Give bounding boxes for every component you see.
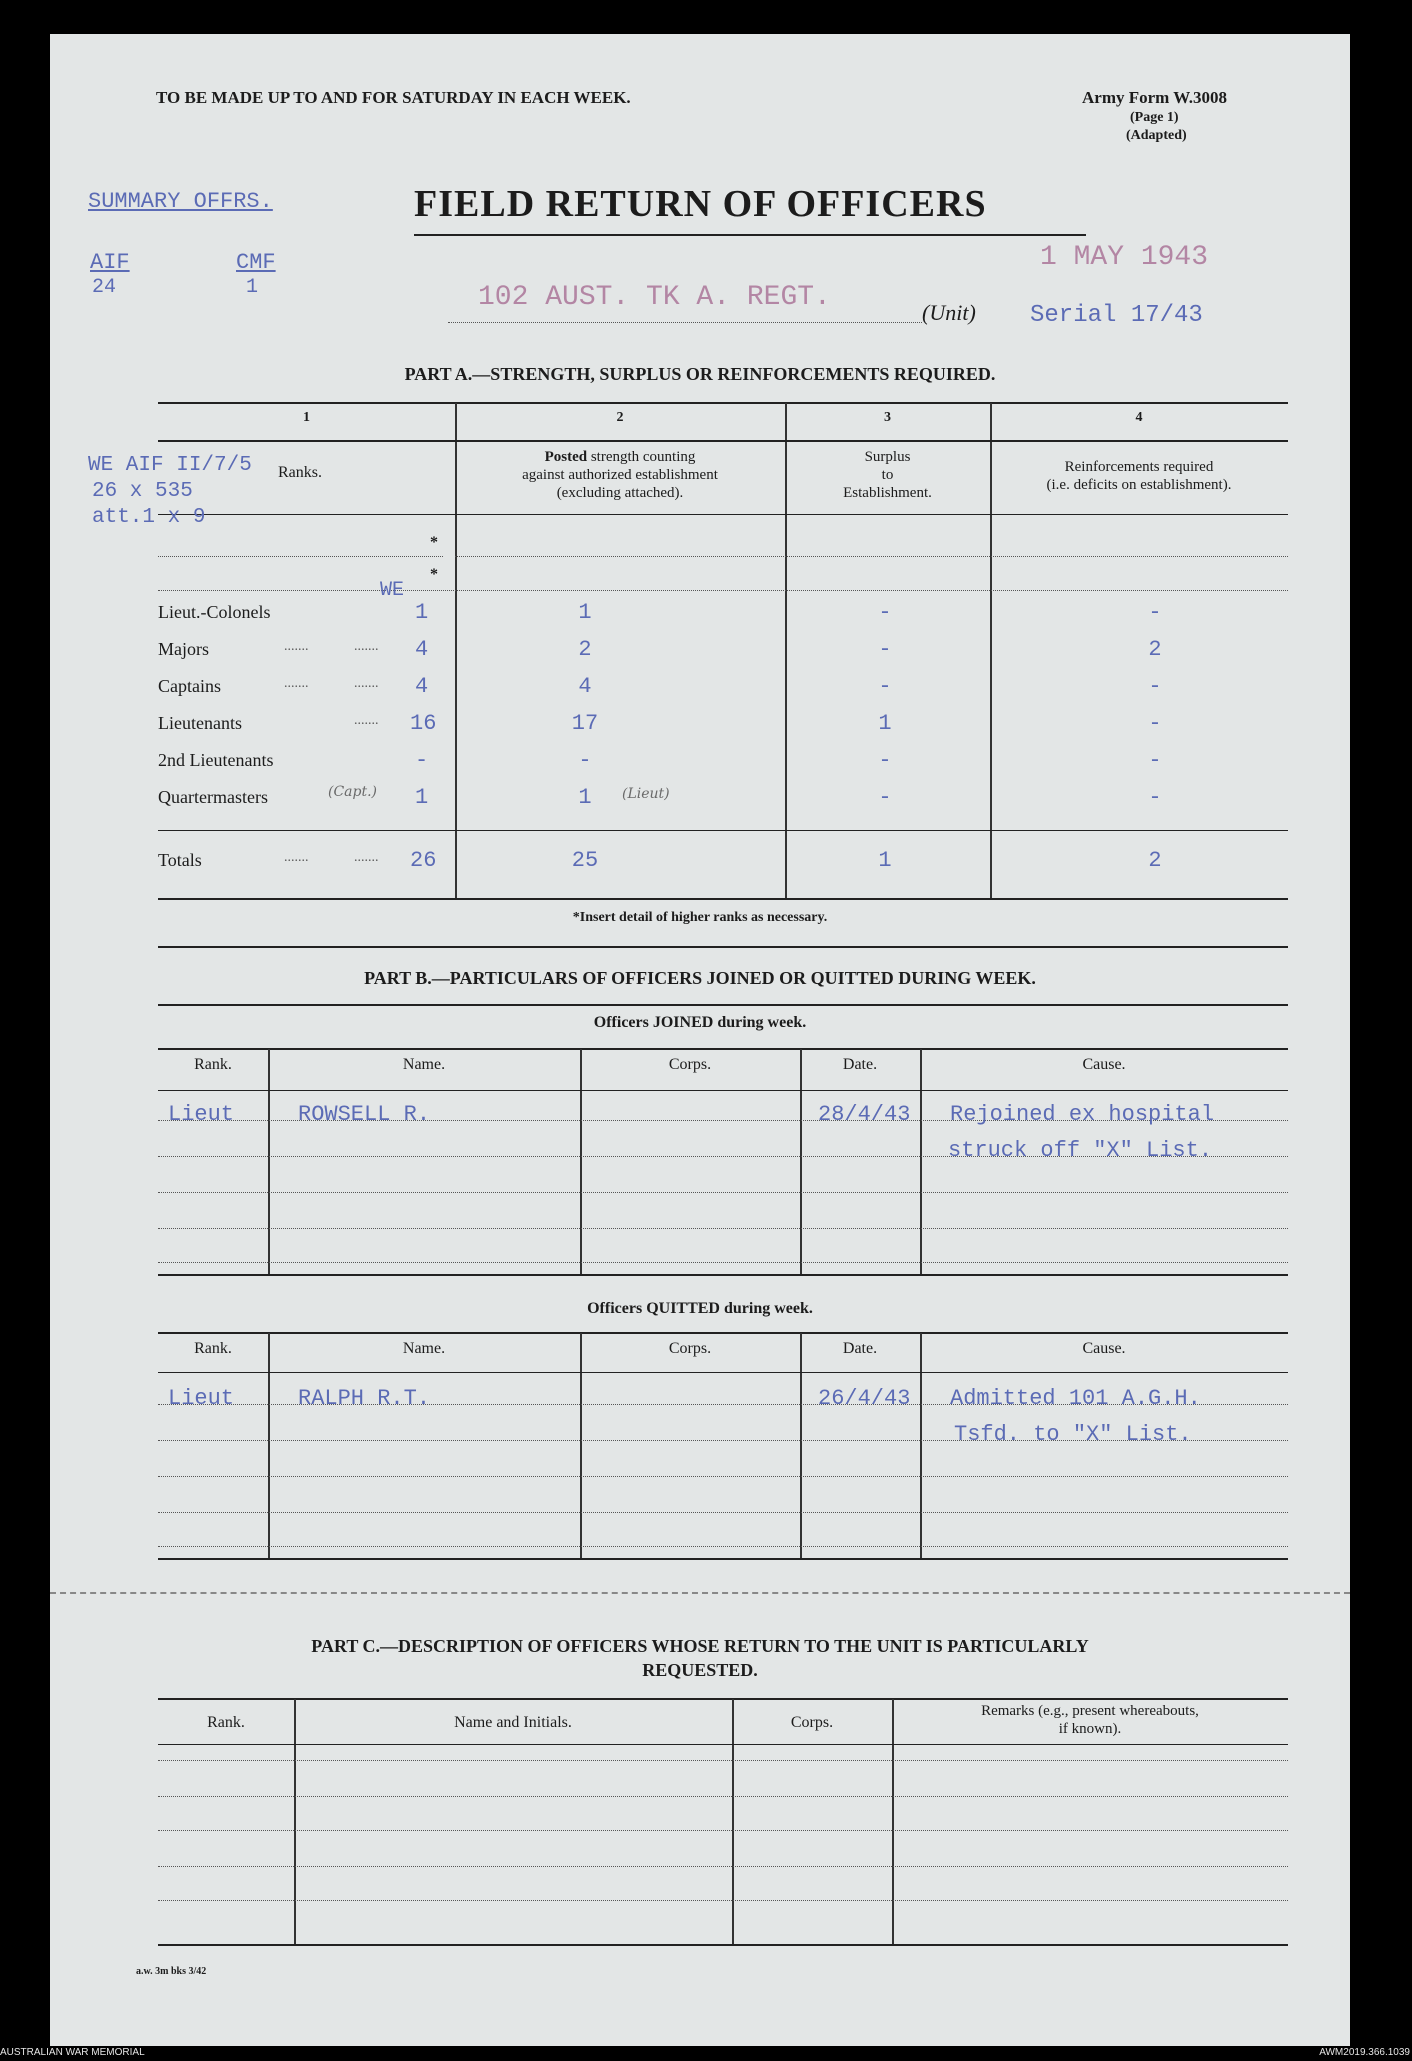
- quitted-header-top-rule: [158, 1332, 1288, 1334]
- col3-header: Surplus to Establishment.: [843, 449, 932, 501]
- part-a-bottom-rule: [158, 898, 1288, 900]
- joined-line: [158, 1228, 1288, 1229]
- quitted-line: [158, 1476, 1288, 1477]
- we-annotation-3: att.1 x 9: [92, 506, 206, 529]
- part-c-header-rule: [158, 1744, 1288, 1745]
- joined-rank: Lieut: [168, 1102, 235, 1127]
- part-c-bottom-rule: [158, 1944, 1288, 1946]
- summary-annotation: SUMMARY OFFRS.: [88, 189, 273, 214]
- totals-leader: .......: [354, 850, 379, 865]
- rank-label: Quartermasters: [158, 787, 268, 807]
- part-a-footnote: *Insert detail of higher ranks as necessary.: [572, 910, 828, 925]
- part-c-title: PART C.—DESCRIPTION OF OFFICERS WHOSE RETURN TO THE UNIT IS PARTICULARLY REQUESTED.: [311, 1636, 1089, 1680]
- unit-stamp: 102 AUST. TK A. REGT.: [478, 282, 831, 313]
- rank-reinforcements: -: [1148, 748, 1162, 773]
- joined-col-cause: Cause.: [1082, 1056, 1126, 1073]
- quitted-col-corps: Corps.: [668, 1340, 712, 1357]
- quitted-col-divider: [800, 1333, 802, 1558]
- rank-posted: -: [578, 748, 592, 773]
- rank-we: 1: [415, 600, 429, 625]
- rank-posted: 2: [578, 637, 592, 662]
- rank-surplus: -: [878, 637, 892, 662]
- rank-posted: 1: [578, 600, 592, 625]
- rank-label: Majors: [158, 639, 209, 659]
- part-a-separator: [158, 946, 1288, 948]
- asterisk-1: *: [430, 534, 438, 551]
- rank-we: 1: [415, 785, 429, 810]
- col1-header: Ranks.: [278, 464, 322, 481]
- quitted-title: Officers QUITTED during week.: [587, 1300, 813, 1317]
- joined-date: 28/4/43: [818, 1102, 911, 1127]
- perforation-line: [50, 1592, 1350, 1594]
- part-c-col-corps: Corps.: [790, 1714, 834, 1731]
- page-title: FIELD RETURN OF OFFICERS: [414, 183, 987, 225]
- footer-accession-number: AWM2019.366.1039: [1319, 2047, 1410, 2058]
- rank-reinforcements: -: [1148, 785, 1162, 810]
- rank-label: Lieutenants: [158, 713, 242, 733]
- joined-col-rank: Rank.: [194, 1056, 232, 1073]
- rank-we: 4: [415, 674, 429, 699]
- blank-row-line-2: [158, 590, 1288, 591]
- quitted-header-rule: [158, 1372, 1288, 1373]
- rank-we: 4: [415, 637, 429, 662]
- rank-we: -: [415, 748, 429, 773]
- rank-surplus: -: [878, 748, 892, 773]
- print-code: a.w. 3m bks 3/42: [136, 1966, 207, 1977]
- part-c-line: [158, 1830, 1288, 1831]
- joined-name: ROWSELL R.: [298, 1102, 431, 1127]
- part-b-title: PART B.—PARTICULARS OF OFFICERS JOINED OR QUITTED DURING WEEK.: [364, 968, 1036, 988]
- quitted-col-name: Name.: [402, 1340, 446, 1357]
- aif-label: AIF: [90, 250, 130, 275]
- totals-label: Totals: [158, 850, 202, 870]
- instruction-text: TO BE MADE UP TO AND FOR SATURDAY IN EACH WEEK.: [156, 88, 631, 107]
- form-page: (Page 1): [1130, 110, 1179, 125]
- title-underline: [414, 234, 1086, 236]
- rank-leader: .......: [354, 676, 379, 691]
- serial-number: Serial 17/43: [1030, 302, 1203, 329]
- totals-reinforcements: 2: [1148, 848, 1162, 873]
- col2-header-bold: Posted: [544, 449, 588, 465]
- qm-posted-note: (Lieut): [622, 786, 670, 802]
- quitted-col-date: Date.: [842, 1340, 878, 1357]
- joined-col-corps: Corps.: [668, 1056, 712, 1073]
- quitted-col-divider: [580, 1333, 582, 1558]
- joined-line: [158, 1262, 1288, 1263]
- archive-footer: [0, 2046, 1412, 2061]
- rank-leader: .......: [284, 676, 309, 691]
- part-b-top-rule: [158, 1004, 1288, 1006]
- joined-col-divider: [800, 1049, 802, 1274]
- aif-value: 24: [92, 276, 117, 299]
- cmf-value: 1: [246, 276, 259, 299]
- quitted-name: RALPH R.T.: [298, 1386, 431, 1411]
- rank-leader: .......: [354, 639, 379, 654]
- quitted-bottom-rule: [158, 1558, 1288, 1560]
- unit-dotted-line: [448, 322, 922, 323]
- part-a-title: PART A.—STRENGTH, SURPLUS OR REINFORCEMENTS REQUIRED.: [404, 364, 996, 384]
- part-c-col-divider: [294, 1699, 296, 1944]
- rank-posted: 1: [578, 785, 592, 810]
- rank-label: Lieut.-Colonels: [158, 602, 271, 622]
- totals-rule: [158, 830, 1288, 831]
- totals-leader: .......: [284, 850, 309, 865]
- form-name: Army Form W.3008: [1082, 88, 1227, 107]
- quitted-col-cause: Cause.: [1082, 1340, 1126, 1357]
- rank-we: 16: [410, 711, 437, 736]
- quitted-line: [158, 1546, 1288, 1547]
- joined-cause-2: struck off "X" List.: [948, 1138, 1213, 1163]
- we-annotation-1: WE AIF II/7/5: [88, 454, 252, 477]
- col2-header-line2: against authorized establishment: [522, 467, 718, 483]
- rank-surplus: -: [878, 600, 892, 625]
- part-c-col-rank: Rank.: [207, 1714, 245, 1731]
- part-c-line: [158, 1760, 1288, 1761]
- totals-posted: 25: [571, 848, 599, 873]
- form-sheet: [50, 34, 1350, 2046]
- rank-leader: .......: [284, 639, 309, 654]
- joined-title: Officers JOINED during week.: [593, 1014, 807, 1031]
- quitted-col-divider: [920, 1333, 922, 1558]
- rank-posted: 4: [578, 674, 592, 699]
- part-c-col-name: Name and Initials.: [454, 1714, 572, 1731]
- rank-reinforcements: 2: [1148, 637, 1162, 662]
- part-a-number-rule: [158, 440, 1288, 442]
- form-adapted: (Adapted): [1126, 128, 1187, 143]
- rank-label: Captains: [158, 676, 221, 696]
- date-stamp: 1 MAY 1943: [1040, 242, 1209, 273]
- joined-header-rule: [158, 1090, 1288, 1091]
- quitted-col-rank: Rank.: [194, 1340, 232, 1357]
- joined-col-divider: [580, 1049, 582, 1274]
- blank-rank-line-1: [158, 556, 443, 557]
- we-column-mark: WE: [380, 579, 405, 602]
- totals-surplus: 1: [878, 848, 892, 873]
- part-c-top-rule: [158, 1698, 1288, 1700]
- rank-surplus: 1: [878, 711, 892, 736]
- col-number-3: 3: [884, 410, 891, 425]
- totals-we: 26: [410, 848, 437, 873]
- quitted-rank: Lieut: [168, 1386, 235, 1411]
- qm-rank-note: (Capt.): [328, 784, 378, 800]
- joined-cause-1: Rejoined ex hospital: [950, 1102, 1215, 1127]
- quitted-date: 26/4/43: [818, 1386, 911, 1411]
- footer-institution: AUSTRALIAN WAR MEMORIAL: [0, 2047, 145, 2058]
- rank-reinforcements: -: [1148, 600, 1162, 625]
- rank-leader: .......: [354, 713, 379, 728]
- unit-label: (Unit): [922, 300, 976, 325]
- col2-header-rest: strength counting: [590, 449, 696, 465]
- joined-bottom-rule: [158, 1274, 1288, 1276]
- quitted-line: [158, 1512, 1288, 1513]
- joined-col-divider: [268, 1049, 270, 1274]
- part-c-line: [158, 1900, 1288, 1901]
- col-number-2: 2: [616, 410, 624, 425]
- rank-surplus: -: [878, 785, 892, 810]
- quitted-cause-1: Admitted 101 A.G.H.: [950, 1386, 1201, 1411]
- we-annotation-2: 26 x 535: [92, 480, 193, 503]
- quitted-col-divider: [268, 1333, 270, 1558]
- part-a-top-rule: [158, 402, 1288, 404]
- part-c-line: [158, 1866, 1288, 1867]
- joined-col-name: Name.: [402, 1056, 446, 1073]
- rank-label: 2nd Lieutenants: [158, 750, 274, 770]
- joined-line: [158, 1192, 1288, 1193]
- joined-col-date: Date.: [842, 1056, 878, 1073]
- part-a-header-rule: [158, 514, 1288, 515]
- col-number-4: 4: [1135, 410, 1143, 425]
- cmf-label: CMF: [236, 250, 276, 275]
- part-c-col-divider: [732, 1699, 734, 1944]
- joined-col-divider: [920, 1049, 922, 1274]
- part-c-line: [158, 1796, 1288, 1797]
- col2-header: [455, 448, 785, 502]
- col2-header-line3: (excluding attached).: [556, 485, 684, 501]
- joined-header-top-rule: [158, 1048, 1288, 1050]
- rank-reinforcements: -: [1148, 711, 1162, 736]
- quitted-cause-2: Tsfd. to "X" List.: [954, 1422, 1192, 1447]
- col4-header: Reinforcements required (i.e. deficits on establishment).: [1046, 459, 1232, 493]
- asterisk-2: *: [430, 566, 438, 583]
- rank-reinforcements: -: [1148, 674, 1162, 699]
- rank-posted: 17: [571, 711, 599, 736]
- part-c-col-remarks: Remarks (e.g., present whereabouts, if known).: [981, 1703, 1199, 1737]
- blank-row-line-1: [455, 556, 1288, 557]
- rank-surplus: -: [878, 674, 892, 699]
- col-number-1: 1: [303, 410, 310, 425]
